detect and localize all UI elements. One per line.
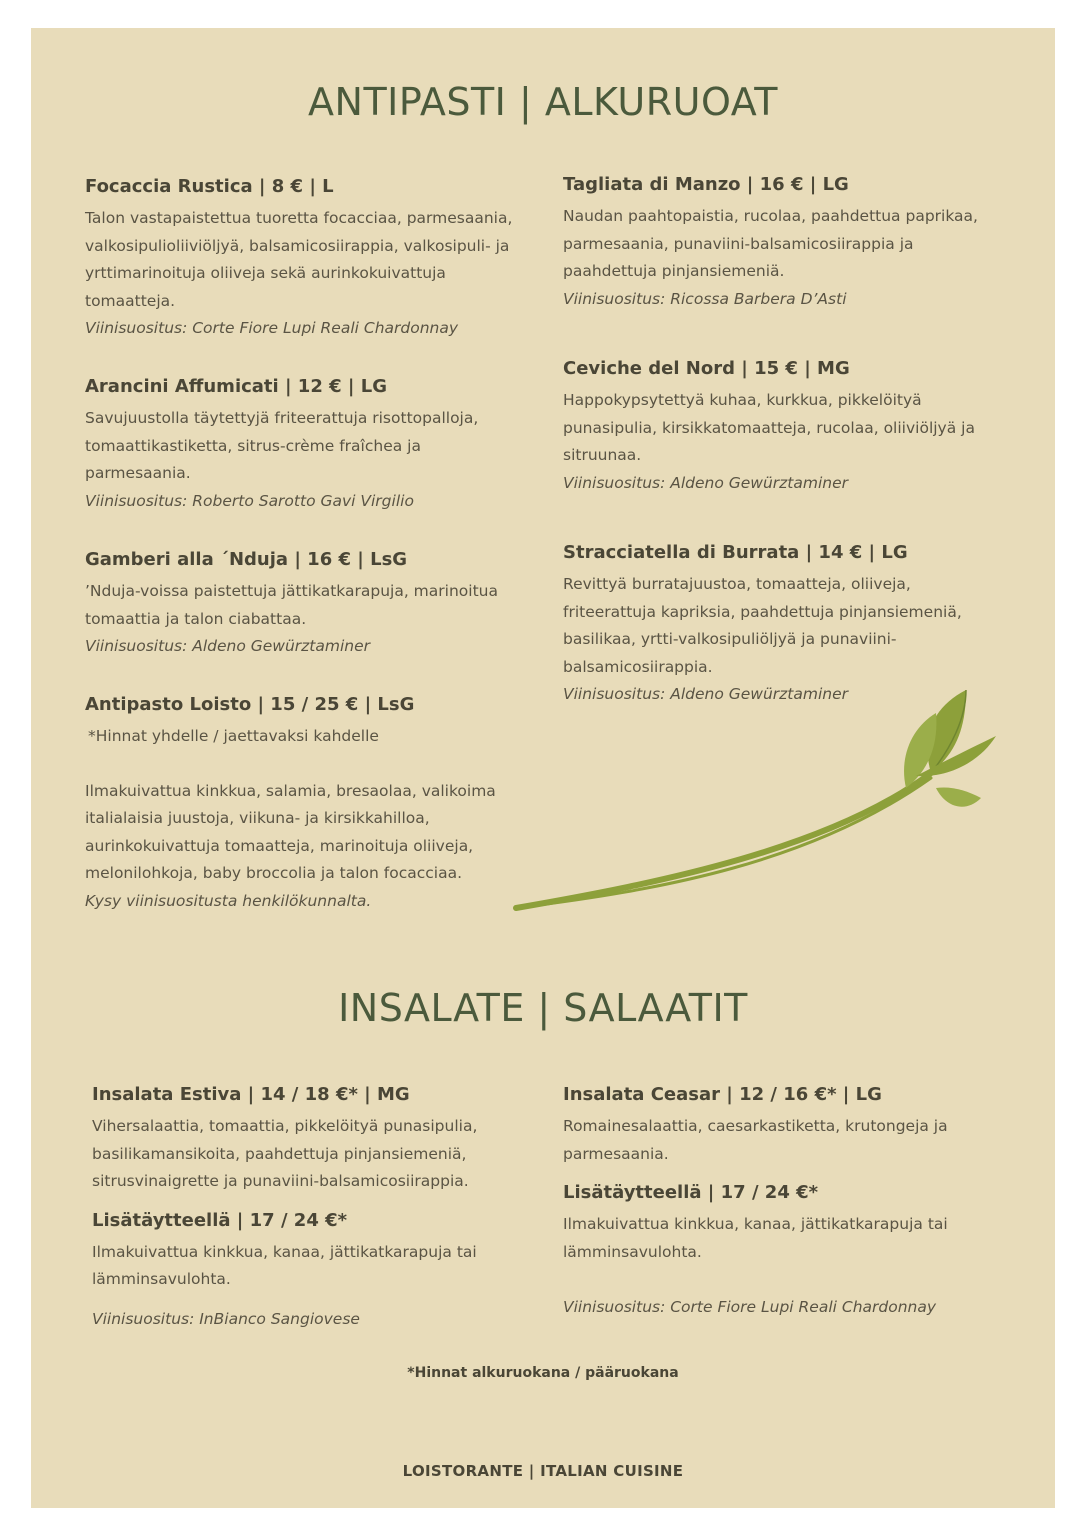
extra-title: Lisätäytteellä | 17 / 24 €*	[563, 1182, 819, 1203]
wine-recommendation: Kysy viinisuositusta henkilökunnalta.	[85, 891, 372, 910]
price-note: *Hinnat yhdelle / jaettavaksi kahdelle	[88, 727, 379, 745]
menu-item-insalata-estiva	[92, 1084, 532, 1333]
menu-item-tagliata	[563, 174, 1008, 313]
menu-item-gamberi	[85, 549, 525, 661]
wine-recommendation: Viinisuositus: Aldeno Gewürztaminer	[563, 685, 849, 703]
item-description: Happokypsytettyä kuhaa, kurkkua, pikkelöityä punasipulia, kirsikkatomaatteja, rucolaa, oliiviöljyä ja sitruunaa.	[563, 391, 975, 464]
wine-recommendation: Viinisuositus: Roberto Sarotto Gavi Virgilio	[85, 491, 414, 510]
menu-item-ceviche	[563, 358, 1008, 497]
item-title: Antipasto Loisto | 15 / 25 € | LsG	[85, 694, 415, 715]
item-description: Romainesalaattia, caesarkastiketta, krutongeja ja parmesaania.	[563, 1117, 948, 1163]
wine-recommendation: Viinisuositus: Aldeno Gewürztaminer	[85, 637, 371, 655]
insalate-heading: INSALATE | SALAATIT	[338, 986, 748, 1030]
wine-recommendation: Viinisuositus: Ricossa Barbera D’Asti	[563, 289, 847, 308]
item-description: Ilmakuivattua kinkkua, salamia, bresaolaa, valikoima italialaisia juustoja, viikuna- ja kirsikkahilloa, aurinkokuivattuja tomaatteja, marinoituja oliiveja, melonilohkoja, baby broccolia ja talon focacciaa.	[85, 781, 496, 882]
price-footnote: *Hinnat alkuruokana / pääruokana	[407, 1365, 679, 1381]
menu-item-arancini	[85, 376, 525, 515]
wine-recommendation: Viinisuositus: InBianco Sangiovese	[92, 1309, 360, 1328]
item-title: Ceviche del Nord | 15 € | MG	[563, 358, 850, 379]
wine-recommendation: Viinisuositus: Corte Fiore Lupi Reali Chardonnay	[85, 319, 459, 337]
menu-page	[31, 28, 1055, 1508]
wine-recommendation: Viinisuositus: Corte Fiore Lupi Reali Chardonnay	[563, 1298, 937, 1316]
extra-description: Ilmakuivattua kinkkua, kanaa, jättikatkarapuja tai lämminsavulohta.	[92, 1242, 477, 1288]
item-description: ’Nduja-voissa paistettuja jättikatkarapuja, marinoitua tomaattia ja talon ciabattaa.	[85, 582, 498, 628]
olive-branch-icon	[511, 678, 1001, 918]
restaurant-footer: LOISTORANTE | ITALIAN CUISINE	[402, 1462, 684, 1480]
menu-item-insalata-ceasar	[563, 1084, 993, 1322]
item-title: Gamberi alla ´Nduja | 16 € | LsG	[85, 549, 408, 570]
antipasti-heading: ANTIPASTI | ALKURUOAT	[308, 80, 778, 124]
item-description: Savujuustolla täytettyjä friteerattuja risottopalloja, tomaattikastiketta, sitrus-crème fraîchea ja parmesaania.	[85, 409, 479, 482]
extra-description: Ilmakuivattua kinkkua, kanaa, jättikatkarapuja tai lämminsavulohta.	[563, 1215, 948, 1261]
item-title: Stracciatella di Burrata | 14 € | LG	[563, 542, 908, 563]
wine-recommendation: Viinisuositus: Aldeno Gewürztaminer	[563, 473, 849, 492]
item-description: Revittyä burratajuustoa, tomaatteja, oliiveja, friteerattuja kapriksia, paahdettuja pinjansiemeniä, basilikaa, yrtti-valkosipuliöljyä ja punaviini-balsamicosiirappia.	[563, 575, 962, 676]
item-title: Tagliata di Manzo | 16 € | LG	[563, 174, 849, 195]
item-description: Talon vastapaistettua tuoretta focacciaa, parmesaania, valkosipulioliiviöljyä, balsamicosiirappia, valkosipuli- ja yrttimarinoituja oliiveja sekä aurinkokuivattuja tomaatteja.	[85, 209, 513, 310]
extra-title: Lisätäytteellä | 17 / 24 €*	[92, 1209, 348, 1231]
menu-item-antipasto-loisto	[85, 694, 525, 915]
item-description: Naudan paahtopaistia, rucolaa, paahdettua paprikaa, parmesaania, punaviini-balsamicosiirappia ja paahdettuja pinjansiemeniä.	[563, 207, 978, 280]
item-title: Insalata Ceasar | 12 / 16 €* | LG	[563, 1084, 882, 1105]
menu-item-focaccia	[85, 176, 525, 343]
item-description: Vihersalaattia, tomaattia, pikkelöityä punasipulia, basilikamansikoita, paahdettuja pinjansiemeniä, sitrusvinaigrette ja punaviini-balsamicosiirappia.	[92, 1117, 478, 1190]
item-title: Insalata Estiva | 14 / 18 €* | MG	[92, 1084, 410, 1105]
item-title: Focaccia Rustica | 8 € | L	[85, 176, 334, 197]
item-title: Arancini Affumicati | 12 € | LG	[85, 376, 388, 397]
